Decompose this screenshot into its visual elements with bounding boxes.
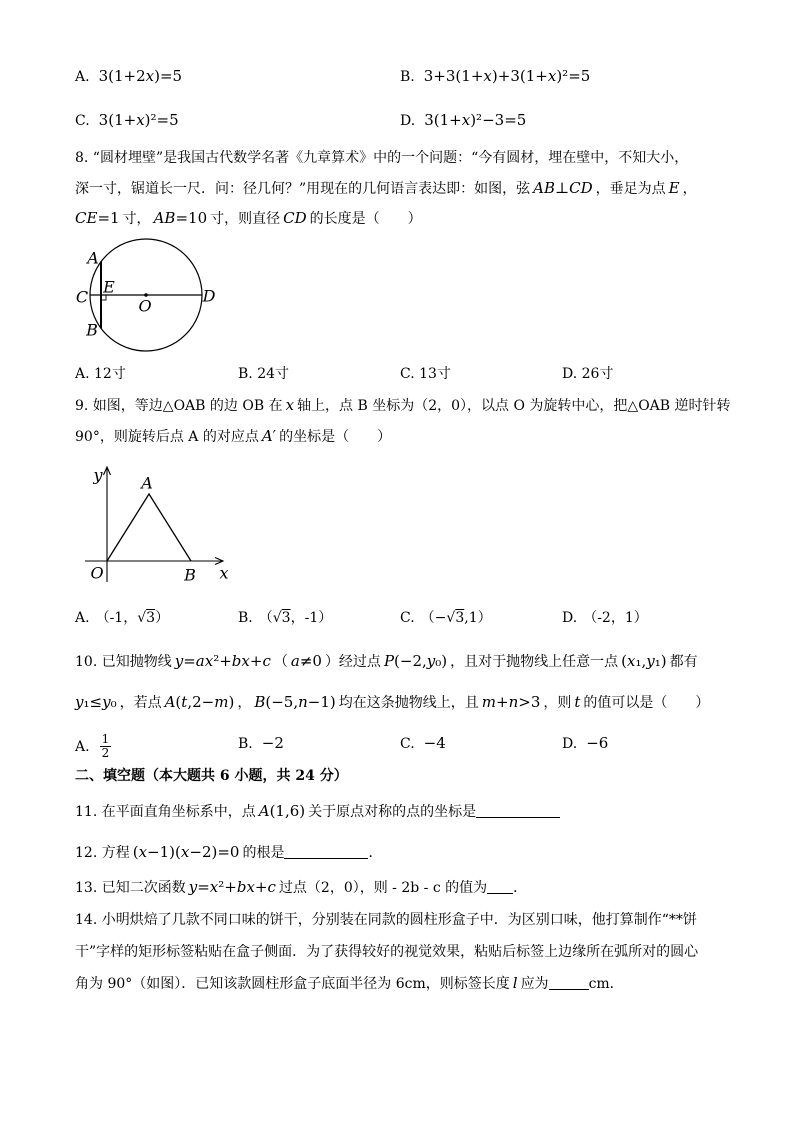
q14-text: cm． <box>588 976 624 992</box>
q10-text: ， <box>237 695 252 711</box>
answer-blank <box>487 879 513 894</box>
section-title: 二、填空题（本大题共 6 小题，共 24 分） <box>75 768 348 784</box>
label-x: x <box>219 563 229 583</box>
label-o: O <box>90 563 104 583</box>
q10-math: y=ax²+bx+c <box>174 652 271 670</box>
q9-text: 90°，则旋转后点 A 的对应点 <box>75 429 259 445</box>
q10-text: 均在这条抛物线上，且 <box>338 695 479 711</box>
q9-line-2 <box>75 426 391 446</box>
q12-text: 的根是 <box>242 845 285 861</box>
option-label: A. <box>75 738 90 755</box>
q12-text: 12. 方程 <box>75 845 130 861</box>
q10-math: (x₁,y₁) <box>621 652 667 670</box>
q9-text: 轴上，点 B 坐标为（2，0），以点 O 为旋转中心，把△OAB 逆时针转 <box>297 398 731 414</box>
q8-option-a <box>75 364 126 384</box>
q8-text: 8. “圆材埋壁”是我国古代数学名著《九章算术》中的一个问题：“今有圆材，埋在壁中，不知大小， <box>75 150 689 166</box>
option-expression: 3+3(1+x)+3(1+x)²=5 <box>423 67 591 85</box>
option-label: D. <box>562 736 578 752</box>
q7-option-c <box>75 110 182 130</box>
option-label: D. <box>562 610 578 626</box>
q10-line-1 <box>75 651 698 671</box>
option-label: B. <box>238 610 253 626</box>
q8-option-b <box>238 364 289 384</box>
q10-option-a <box>75 732 111 760</box>
q8-option-d <box>562 364 613 384</box>
circle-figure <box>70 236 230 356</box>
q10-option-b <box>238 733 287 753</box>
q10-line-2 <box>75 692 709 712</box>
q11-line <box>75 801 560 821</box>
q10-option-d <box>562 733 611 753</box>
q8-text: 寸，则直径 <box>210 211 281 227</box>
q8-math: AB=10 <box>153 209 208 227</box>
q11-text: 关于原点对称的点的坐标是 <box>308 804 477 820</box>
answer-blank <box>284 844 368 859</box>
q10-text: ，若点 <box>119 695 162 711</box>
q10-text: ）经过点 <box>324 654 381 670</box>
q7-option-d <box>400 110 529 130</box>
q9-text: 的坐标是（ ） <box>279 429 392 445</box>
q8-line-1 <box>75 148 688 168</box>
q12-text: ． <box>368 845 383 861</box>
q8-text: ， <box>682 181 697 197</box>
q11-math: A(1,6) <box>258 802 306 820</box>
q8-text: ，垂足为点 <box>595 181 666 197</box>
q10-text: 都有 <box>669 654 698 670</box>
label-d: D <box>202 286 216 306</box>
q10-math: m+n>3 <box>481 693 541 711</box>
option-value: （√3，-1） <box>258 610 333 626</box>
q9-text: 9. 如图，等边△OAB 的边 OB 在 <box>75 398 283 414</box>
option-expression: 3(1+2x)=5 <box>98 67 183 85</box>
section-heading <box>75 766 348 786</box>
option-value: −6 <box>586 734 609 752</box>
option-label: C. <box>75 113 90 129</box>
triangle-oab <box>107 494 191 561</box>
q14-line-1 <box>75 910 697 930</box>
q8-text: 的长度是（ ） <box>309 211 422 227</box>
option-expression: 3(1+x)²−3=5 <box>424 111 527 129</box>
q8-math: CE=1 <box>75 209 120 227</box>
option-value: −4 <box>423 734 446 752</box>
q10-math: P(−2,y₀) <box>383 652 448 670</box>
label-b: B <box>184 565 196 585</box>
q9-line-1 <box>75 395 731 415</box>
label-a: A <box>87 248 99 268</box>
coordinate-figure <box>80 462 240 587</box>
q8-math: CD <box>283 209 307 227</box>
q13-text: ． <box>513 880 528 896</box>
q8-line-2 <box>75 178 697 198</box>
option-text: A. 12寸 <box>75 366 126 382</box>
q8-math: AB⊥CD <box>533 179 593 197</box>
q10-text: （ <box>273 654 288 670</box>
q14-line-3 <box>75 973 624 993</box>
label-a: A <box>141 473 153 493</box>
q10-math: B(−5,n−1) <box>254 693 336 711</box>
q14-math: l <box>512 974 518 992</box>
q8-line-3 <box>75 208 422 228</box>
q9-math: x <box>285 396 295 414</box>
q10-text: 的值可以是（ ） <box>583 695 710 711</box>
q12-line <box>75 842 382 862</box>
q10-text: 10. 已知抛物线 <box>75 654 172 670</box>
option-label: B. <box>238 736 253 752</box>
q8-text: 寸， <box>122 211 151 227</box>
q13-text: 13. 已知二次函数 <box>75 880 186 896</box>
q10-math: a≠0 <box>290 652 322 670</box>
label-y: y <box>93 465 103 485</box>
fraction-numerator: 1 <box>101 732 110 746</box>
q10-text: ，且对于抛物线上任意一点 <box>450 654 619 670</box>
q10-text: ，则 <box>543 695 572 711</box>
option-expression: 3(1+x)²=5 <box>98 111 179 129</box>
answer-blank <box>476 803 560 818</box>
option-text: C. 13寸 <box>400 366 451 382</box>
q14-line-2 <box>75 942 698 962</box>
q10-option-c <box>400 733 449 753</box>
q10-math: t <box>574 693 581 711</box>
label-b: B <box>86 320 98 340</box>
option-text: B. 24寸 <box>238 366 290 382</box>
q8-text: 深一寸，锯道长一尺．问：径几何？”用现在的几何语言表达即：如图，弦 <box>75 181 531 197</box>
answer-blank <box>549 975 589 990</box>
option-value: −2 <box>261 734 284 752</box>
option-label: C. <box>400 610 415 626</box>
q14-text: 角为 90°（如图）．已知该款圆柱形盒子底面半径为 6cm，则标签长度 <box>75 976 510 992</box>
q9-option-c <box>400 608 492 628</box>
fraction-denominator: 2 <box>101 746 110 760</box>
option-value: （−√3,1） <box>420 610 492 626</box>
label-e: E <box>103 277 115 297</box>
q7-option-b <box>400 66 593 86</box>
option-label: B. <box>400 69 415 85</box>
option-label: A. <box>75 610 90 626</box>
option-label: A. <box>75 69 90 85</box>
q9-math: A′ <box>261 427 277 445</box>
q14-text: 应为 <box>520 976 549 992</box>
q13-line <box>75 877 527 897</box>
fraction <box>100 733 112 760</box>
q10-math: A(t,2−m) <box>164 693 235 711</box>
q14-text: 干”字样的矩形标签粘贴在盒子侧面．为了获得较好的视觉效果，粘贴后标签上边缘所在弧所对的圆心 <box>75 944 699 960</box>
q12-math: (x−1)(x−2)=0 <box>132 843 240 861</box>
q9-option-a <box>75 608 169 628</box>
q7-option-a <box>75 66 185 86</box>
option-value: （-1，√3） <box>95 610 170 626</box>
q8-math: E <box>668 179 680 197</box>
option-label: C. <box>400 736 415 752</box>
q10-math: y₁≤y₀ <box>75 693 117 711</box>
q14-text: 14. 小明烘焙了几款不同口味的饼干，分别装在同款的圆柱形盒子中．为区别口味，他打算制作“**饼 <box>75 912 697 928</box>
option-label: D. <box>400 113 416 129</box>
label-c: C <box>75 287 89 307</box>
option-value: （-2，1） <box>583 610 648 626</box>
q13-text: 过点（2，0），则 - 2b - c 的值为 <box>278 880 488 896</box>
q9-option-d <box>562 608 648 628</box>
q9-option-b <box>238 608 332 628</box>
q11-text: 11. 在平面直角坐标系中，点 <box>75 804 256 820</box>
option-text: D. 26寸 <box>562 366 614 382</box>
q8-option-c <box>400 364 451 384</box>
q13-math: y=x²+bx+c <box>188 878 276 896</box>
label-o: O <box>138 296 152 316</box>
